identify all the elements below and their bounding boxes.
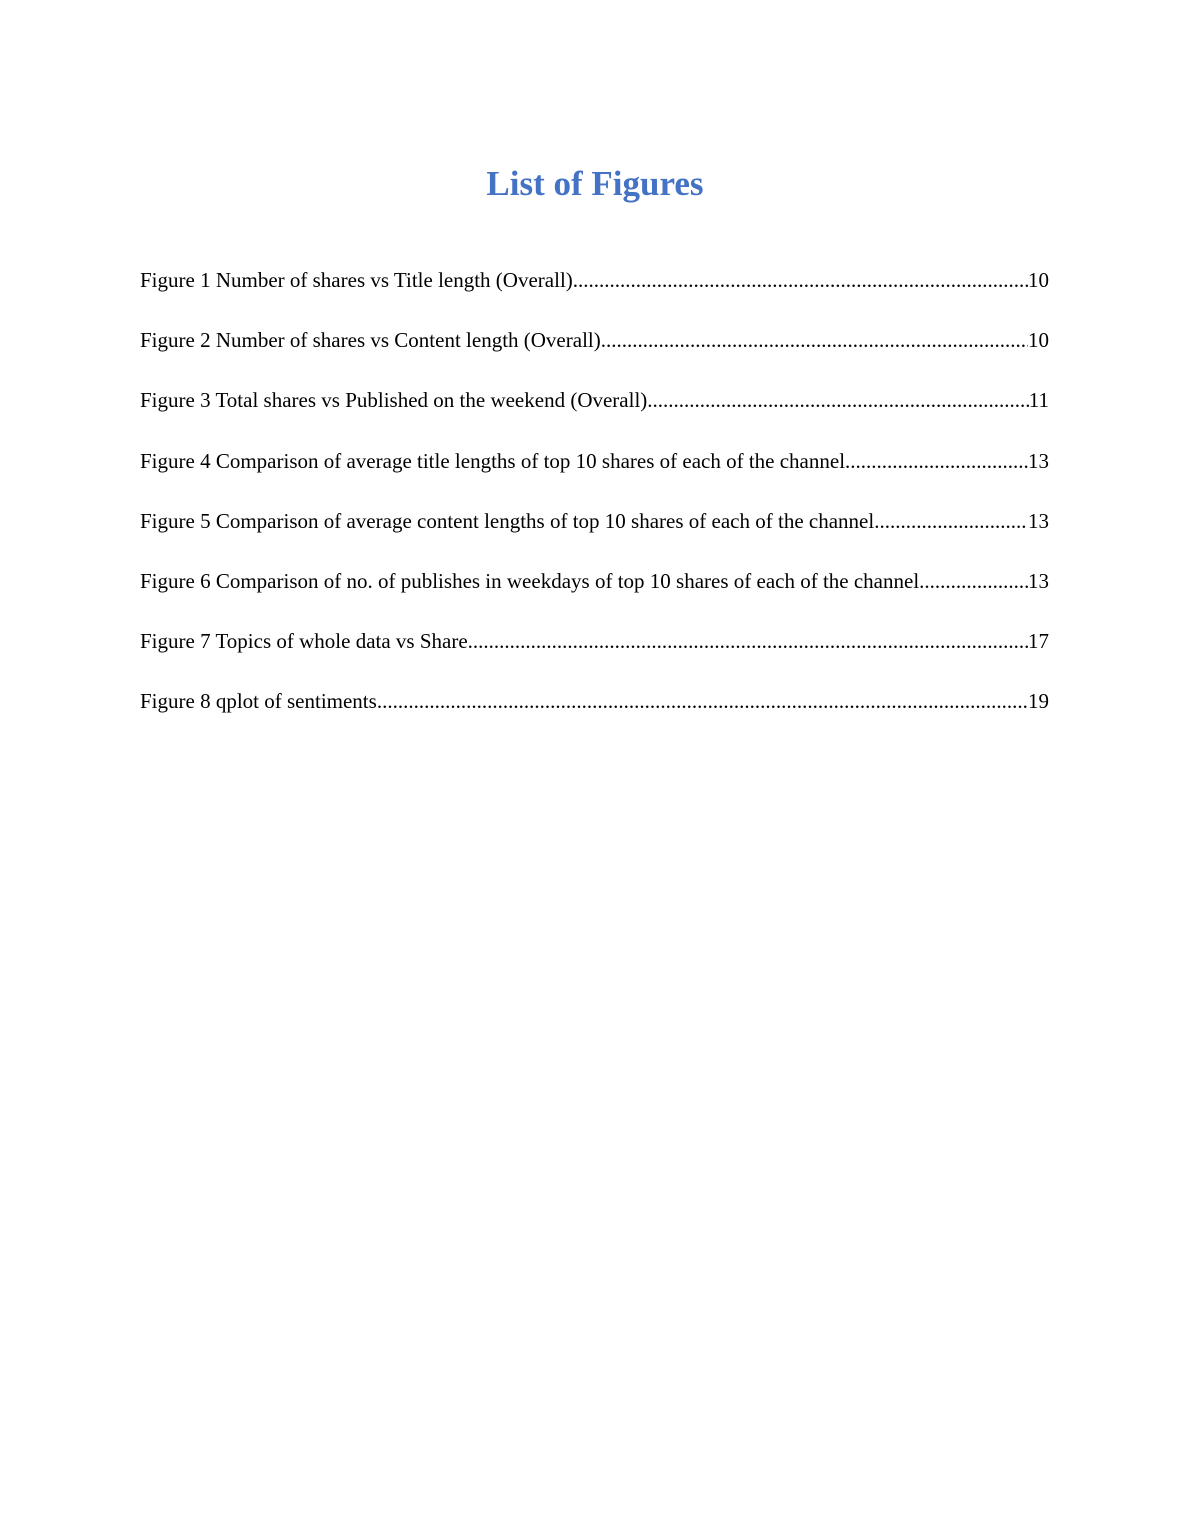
page-title: List of Figures: [486, 164, 704, 203]
figure-entry-1[interactable]: [140, 264, 1049, 324]
figure-entry-page-number: 13: [1028, 568, 1049, 593]
dot-leader: [601, 324, 1028, 356]
figure-entry-page-number: 10: [1028, 328, 1049, 353]
dot-leader: [919, 565, 1028, 597]
figure-entry-label: Figure 2 Number of shares vs Content length (Overall): [140, 328, 601, 353]
figure-entry-page-number: 13: [1028, 448, 1049, 473]
figure-entry-3[interactable]: [140, 384, 1049, 444]
figure-entry-label: Figure 7 Topics of whole data vs Share: [140, 629, 468, 654]
dot-leader: [845, 445, 1028, 477]
dot-leader: [468, 625, 1028, 657]
figure-entry-4[interactable]: [140, 445, 1049, 505]
figure-entry-page-number: 10: [1028, 268, 1049, 292]
figure-entry-label: Figure 3 Total shares vs Published on the weekend (Overall): [140, 388, 648, 413]
figure-entry-2[interactable]: [140, 324, 1049, 384]
figure-entry-page-number: 19: [1028, 689, 1049, 714]
figure-entry-6[interactable]: [140, 565, 1049, 625]
figure-entry-page-number: 13: [1028, 508, 1049, 533]
figure-entry-label: Figure 4 Comparison of average title lengths of top 10 shares of each of the channel: [140, 448, 846, 473]
figure-entry-page-number: 17: [1028, 629, 1049, 654]
dot-leader: [573, 264, 1028, 296]
dot-leader: [874, 505, 1028, 537]
figure-entry-label: Figure 6 Comparison of no. of publishes in weekdays of top 10 shares of each of the channel: [140, 568, 920, 593]
figure-entry-7[interactable]: [140, 625, 1049, 685]
table-of-figures: [140, 264, 1049, 746]
figure-entry-label: Figure 8 qplot of sentiments: [140, 689, 377, 714]
dot-leader: [377, 685, 1028, 717]
figure-entry-8[interactable]: [140, 685, 1049, 745]
figure-entry-label: Figure 5 Comparison of average content lengths of top 10 shares of each of the channel: [140, 508, 875, 533]
dot-leader: [647, 384, 1028, 416]
figure-entry-5[interactable]: [140, 505, 1049, 565]
figure-entry-label: Figure 1 Number of shares vs Title length (Overall): [140, 268, 573, 292]
figure-entry-page-number: 11: [1028, 388, 1049, 413]
